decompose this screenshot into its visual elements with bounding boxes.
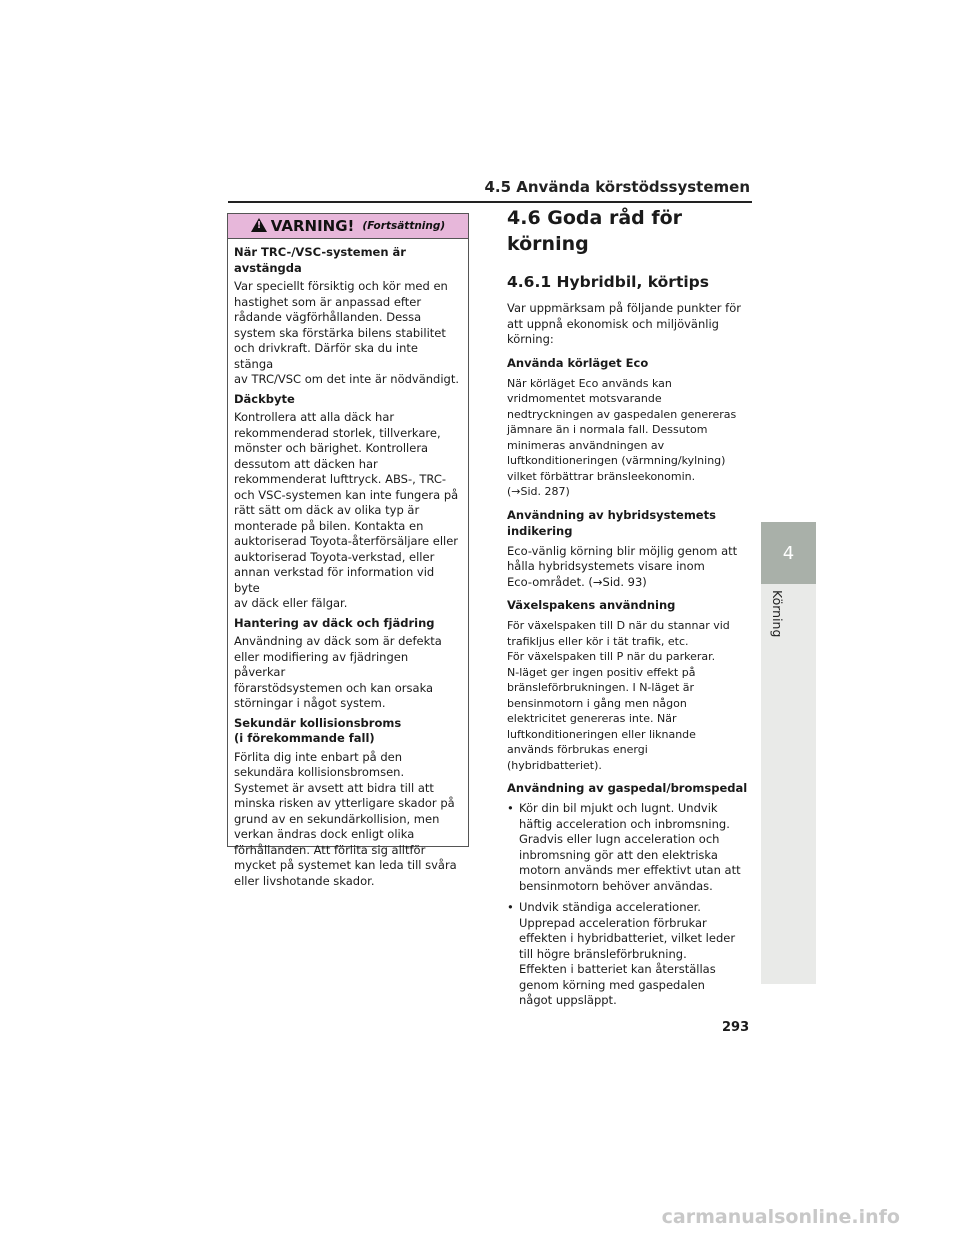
page-number: 293 [722,1020,750,1035]
warning-header [228,214,468,239]
chapter-tab[interactable] [761,522,816,584]
warning-section-heading: Hantering av däck och fjädring [234,615,435,630]
list-item-text: Kör din bil mjukt och lugnt. Undvik häftig acceleration och inbromsning. Gradvis eller lugn acceleration och inbromsning gör att den elektriska motorn används mer effektivt utan att bensinmotorn behöver användas. [519,801,741,893]
warning-box [227,213,469,888]
eco-heading: Använda körläget Eco [507,355,649,370]
header-divider [228,201,752,203]
warning-section-heading: När TRC-/VSC-systemen är avstängda [234,245,406,275]
pedal-heading: Användning av gaspedal/bromspedal [507,781,748,795]
chapter-tab-number: 4 [782,542,795,564]
warning-triangle-icon [251,218,267,232]
section-heading: 4.6.1 Hybridbil, körtips [507,273,709,291]
warning-section-text: Förlita dig inte enbart på den sekundära kollisionsbromsen. Systemet är avsett att bidra till att minska risken av ytterligare skador på grund av en sekundärkollision, men verkan ändras dock enligt olika förhållanden. Att förlita sig alltför mycket på systemet kan leda till svåra eller livshotande skador. [234,749,457,888]
warning-section-heading: Däckbyte [234,391,295,406]
warning-body [228,239,468,889]
watermark: carmanualsonline.info [661,1206,900,1228]
list-item [507,900,752,1009]
warning-section-text: Kontrollera att alla däck har rekommenderad storlek, tillverkare, mönster och bärighet. Kontrollera dessutom att däcken har rekommenderat lufttryck. ABS-, TRC- och VSC-systemen kan inte fungera på rätt sätt om däck av olika typ är monterade på bilen. Kontakta en auktoriserad Toyota-återförsäljare eller auktoriserad Toyota-verkstad, eller annan verkstad för information vid byte av däck eller fälgar. [234,410,459,610]
main-column [507,205,752,1015]
warning-section-heading: Sekundär kollisionsbroms (i förekommande fall) [234,715,402,745]
eco-paragraph: När körläget Eco används kan vridmomentet motsvarande nedtryckningen av gaspedalen genereras jämnare än i normala fall. Dessutom minimeras användningen av luftkonditioneringen (värmning/kylning) vilket förbättrar bränsleekonomin. (→Sid. 287) [507,376,737,498]
bullet-icon: • [507,801,514,815]
chapter-tab-label: Körning [770,590,785,638]
list-item-text: Undvik ständiga accelerationer. Upprepad acceleration förbrukar effekten i hybridbatteriet, vilket leder till högre bränsleförbrukning. Effekten i batteriet kan återställas genom körning med gaspedalen något uppsläppt. [519,900,736,1007]
warning-title: VARNING! [270,217,355,235]
gear-paragraph: För växelspaken till D när du stannar vid trafikljus eller kör i tät trafik, etc. För växelspaken till P när du parkerar. N-läget ger ingen positiv effekt på bränsleförbrukningen. I N-läget är bensinmotorn i gång men någon elektricitet genereras inte. När luftkonditioneringen eller liknande används förbrukas energi (hybridbatteriet). [507,619,730,772]
list-item [507,801,752,894]
warning-section-text: Användning av däck som är defekta eller modifiering av fjädringen påverkar förarstödsystemen och kan orsaka störningar i något system. [234,634,442,710]
warning-section-text: Var speciellt försiktig och kör med en hastighet som är anpassad efter rådande vägförhållanden. Dessa system ska förstärka bilens stabilitet och drivkraft. Därför ska du inte stänga av TRC/VSC om det inte är nödvändigt. [234,279,460,386]
warning-continued-label: (Fortsättning) [362,220,446,232]
chapter-heading: 4.6 Goda råd för körning [507,207,683,255]
gear-heading: Växelspakens användning [507,598,676,612]
section-header-title: 4.5 Använda körstödssystemen [484,178,750,196]
indicator-paragraph: Eco-vänlig körning blir möjlig genom att hålla hybridsystemets visare inom Eco-området. (→Sid. 93) [507,543,738,589]
intro-paragraph: Var uppmärksam på följande punkter för att uppnå ekonomisk och miljövänlig körning: [507,301,741,346]
indicator-heading: Användning av hybridsystemets indikering [507,507,716,538]
bullet-icon: • [507,900,514,914]
